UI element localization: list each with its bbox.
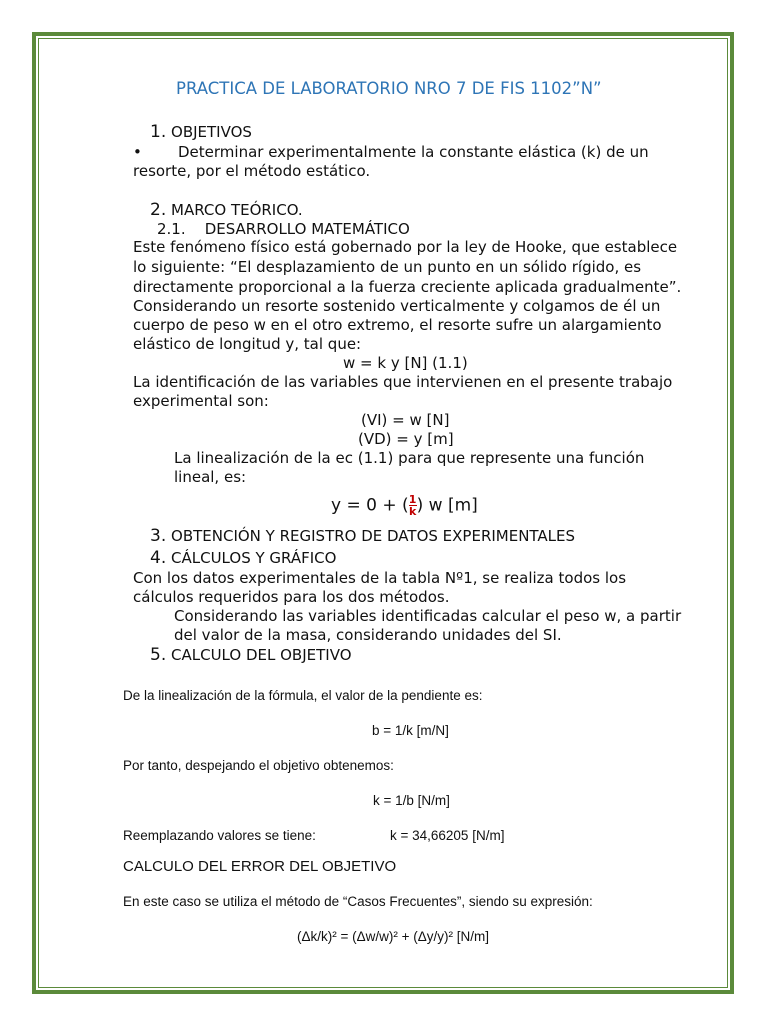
page-title: PRACTICA DE LABORATORIO NRO 7 DE FIS 1102”N” bbox=[176, 79, 602, 98]
paragraph-1-line-2: lo siguiente: “El desplazamiento de un punto en un sólido rígido, es bbox=[133, 258, 642, 276]
paragraph-3-line-2: lineal, es: bbox=[174, 468, 247, 486]
section-2-heading: 2. MARCO TEÓRICO. bbox=[150, 200, 303, 220]
section-4-heading: 4. CÁLCULOS Y GRÁFICO bbox=[150, 548, 337, 568]
paragraph-4-line-1: Con los datos experimentales de la tabla Nº1, se realiza todos los bbox=[133, 569, 627, 587]
error-heading: CALCULO DEL ERROR DEL OBJETIVO bbox=[123, 858, 397, 875]
section-2-1-heading: 2.1. DESARROLLO MATEMÁTICO bbox=[157, 220, 410, 238]
paragraph-5-line-2: del valor de la masa, considerando unidades del SI. bbox=[174, 626, 562, 644]
paragraph-5-line-1: Considerando las variables identificadas calcular el peso w, a partir bbox=[174, 607, 682, 625]
paragraph-4-line-2: cálculos requeridos para los dos métodos. bbox=[133, 588, 450, 606]
paragraph-1-line-3: directamente proporcional a la fuerza creciente aplicada gradualmente”. bbox=[133, 278, 682, 296]
slope-intro-text: De la linealización de la fórmula, el valor de la pendiente es: bbox=[123, 688, 483, 703]
paragraph-1-line-4: Considerando un resorte sostenido verticalmente y colgamos de él un bbox=[133, 297, 661, 315]
objective-bullet: • bbox=[133, 143, 142, 161]
equation-1-1: w = k y [N] (1.1) bbox=[343, 354, 468, 372]
paragraph-1-line-5: cuerpo de peso w en el otro extremo, el resorte sufre un alargamiento bbox=[133, 316, 662, 334]
section-1-heading: 1. OBJETIVOS bbox=[150, 122, 252, 142]
objective-line-1: Determinar experimentalmente la constante elástica (k) de un bbox=[178, 143, 649, 161]
k-value: k = 34,66205 [N/m] bbox=[390, 828, 505, 843]
section-5-heading: 5. CALCULO DEL OBJETIVO bbox=[150, 645, 352, 665]
error-equation: (Δk/k)² = (Δw/w)² + (Δy/y)² [N/m] bbox=[297, 929, 490, 944]
paragraph-2-line-2: experimental son: bbox=[133, 392, 269, 410]
error-method-text: En este caso se utiliza el método de “Casos Frecuentes”, siendo su expresión: bbox=[123, 894, 593, 909]
replace-values-label: Reemplazando valores se tiene: bbox=[123, 828, 316, 843]
paragraph-1-line-1: Este fenómeno físico está gobernado por la ley de Hooke, que establece bbox=[133, 238, 678, 256]
k-equation: k = 1/b [N/m] bbox=[373, 793, 450, 808]
paragraph-1-line-6: elástico de longitud y, tal que: bbox=[133, 335, 362, 353]
fraction-one-over-k: $\frac{1}{k}$ bbox=[408, 493, 417, 518]
paragraph-3-line-1: La linealización de la ec (1.1) para que represente una función bbox=[174, 449, 645, 467]
independent-variable: (VI) = w [N] bbox=[361, 411, 450, 429]
objective-line-2: resorte, por el método estático. bbox=[133, 162, 371, 180]
paragraph-2-line-1: La identificación de las variables que intervienen en el presente trabajo bbox=[133, 373, 673, 391]
dependent-variable: (VD) = y [m] bbox=[358, 430, 454, 448]
linearized-equation: $y = 0 + (\frac{1}{k})$ w [m] bbox=[331, 493, 478, 518]
slope-equation: b = 1/k [m/N] bbox=[372, 723, 449, 738]
section-3-heading: 3. OBTENCIÓN Y REGISTRO DE DATOS EXPERIMENTALES bbox=[150, 526, 576, 546]
solve-intro-text: Por tanto, despejando el objetivo obtenemos: bbox=[123, 758, 394, 773]
